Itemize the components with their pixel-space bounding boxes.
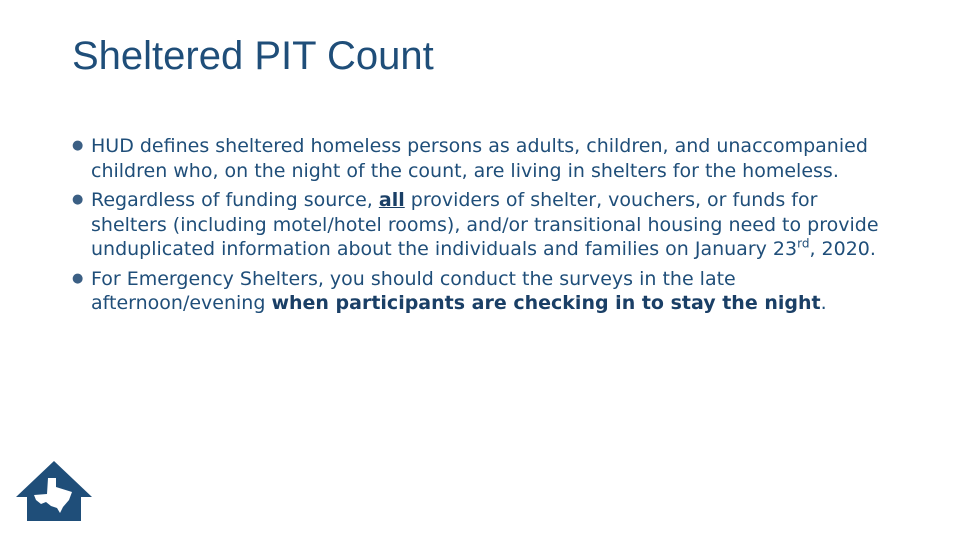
bullet-dot-icon: ● — [72, 270, 84, 286]
date-ordinal-suffix: rd — [797, 236, 810, 251]
bullet-text-post: . — [820, 292, 827, 314]
slide-title: Sheltered PIT Count — [72, 34, 434, 78]
bullet-item — [72, 134, 892, 183]
bullet-item — [72, 267, 892, 316]
bullet-emphasis: all — [378, 189, 405, 211]
house-with-texas-shape-icon — [14, 459, 94, 523]
bullet-dot-icon: ● — [72, 192, 84, 207]
bullet-text-mid: providers of shelter, vouchers, or funds for shelters (including motel/hotel rooms), and/or transitional housing need to provide unduplicated information about the individuals and families on January 23 — [91, 189, 879, 260]
bullet-text-pre: Regardless of funding source, — [91, 189, 379, 211]
bullet-text-post: , 2020. — [809, 238, 876, 260]
bullet-emphasis: when participants are checking in to stay the night — [271, 292, 821, 314]
bullet-dot-icon: ● — [72, 138, 84, 153]
bullet-text: HUD defines sheltered homeless persons as adults, children, and unaccompanied children who, on the night of the count, are living in shelters for the homeless. — [91, 135, 868, 182]
bullet-item — [72, 188, 892, 262]
bullet-list — [72, 134, 892, 321]
bullet-text-pre: For Emergency Shelters, you should conduct the surveys in the late afternoon/evening — [91, 267, 736, 314]
